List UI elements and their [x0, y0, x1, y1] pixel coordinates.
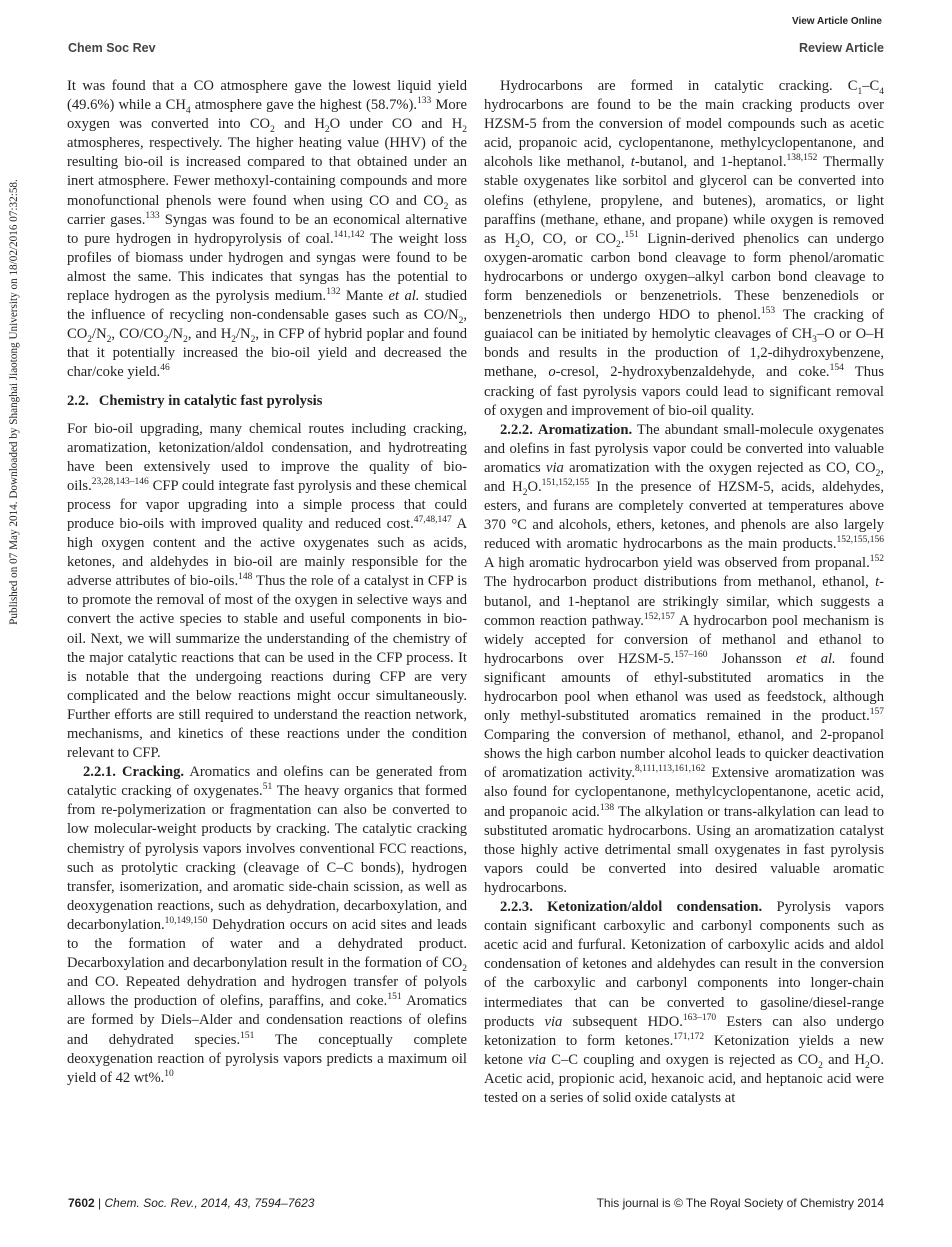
footer-citation: [68, 1196, 314, 1210]
view-article-online-link[interactable]: View Article Online: [791, 16, 882, 27]
subsection-title: Ketonization/aldol condensation.: [547, 899, 763, 916]
footer-copyright: This journal is © The Royal Society of Chemistry 2014: [596, 1196, 884, 1210]
subsection-title: Aromatization.: [537, 421, 633, 438]
page-number: 7602: [68, 1196, 95, 1210]
section-heading: [67, 392, 467, 411]
subsection-number: 2.2.2.: [500, 421, 533, 438]
paragraph: It was found that a CO atmosphere gave the lowest liquid yield (49.6%) while a $CH_4$ atmosphere gave the highest (58.7%).$^{133}$ More oxygen was converted into $CO_2$ and $H_2O$ under CO and $H_2$ atmospheres, respectively. The higher heating value (HHV) of the resulting bio-oil is increased compared to that obtained under an inert atmosphere. Fewer methoxyl-containing compounds and more monofunctional phenols were found when using CO and $CO_2$ as carrier gases.$^{133}$ Syngas was found to be an economical alternative to pure hydrogen in hydropyrolysis of coal.$^{141,142}$ The weight loss profiles of biomass under hydrogen and syngas were found to be almost the same. This indicates that syngas has the potential to replace hydrogen as the pyrolysis medium.$^{132}$ Mante et al. studied the influence of recycling non-condensable gases such as $CO/N_2$, $CO_2/N_2$, $CO/CO_2/N_2$, and $H_2/N_2$, in CFP of hybrid poplar and found that it potentially increased the bio-oil yield and decreased the char/coke yield.$^{46}$: [67, 78, 468, 381]
right-column: [484, 77, 884, 1108]
subsection-number: 2.2.3.: [500, 899, 533, 916]
article-type: Review Article: [799, 41, 884, 55]
left-column: [67, 77, 467, 1088]
paragraph: 2.2.3. Ketonization/aldol condensation. Pyrolysis vapors contain significant carboxylic and carbonyl components such as acetic acid and furfural. Ketonization of carboxylic acids and aldol condensation of ketones and aldehydes can result in the conversion of the carboxylic and carbonyl components into longer-chain intermediates that can be converted to gasoline/diesel-range products via subsequent HDO.$^{163-170}$ Esters can also undergo ketonization to form ketones.$^{171,172}$ Ketonization yields a new ketone via C–C coupling and oxygen is rejected as $CO_2$ and $H_2O$. Acetic acid, propionic acid, hexanoic acid, and heptanoic acid were tested on a series of solid oxide catalysts at: [484, 899, 884, 1106]
publication-watermark: [4, 82, 24, 722]
paragraph: 2.2.2. Aromatization. The abundant small-molecule oxygenates and olefins in fast pyrolysis vapor could be converted into valuable aromatics via aromatization with the oxygen rejected as CO, $CO_2$, and $H_2O.^{151,152,155}$ In the presence of HZSM-5, acids, aldehydes, esters, and furans are completely converted at temperatures above 370 °C and alcohols, ethers, ketones, and phenols are also largely reduced with aromatic hydrocarbons as the main products.$^{152,155,156}$ A high aromatic hydrocarbon yield was observed from propanal.$^{152}$ The hydrocarbon product distributions from methanol, ethanol, t-butanol, and 1-heptanol are strikingly similar, which suggests a common reaction pathway.$^{152,157}$ A hydrocarbon pool mechanism is widely accepted for conversion of methanol and ethanol to hydrocarbons over HZSM-5.$^{157-160}$ Johansson et al. found significant amounts of ethyl-substituted aromatics in the hydrocarbon pool when ethanol was used as feedstock, although only methyl-substituted aromatics remained in the product.$^{157}$ Comparing the conversion of methanol, ethanol, and 2-propanol shows the high carbon number alcohol leads to quicker deactivation of aromatization activity.$^{8,111,113,161,162}$ Extensive aromatization was also found for cyclopentanone, methylcyclopentanone, acetic acid, and propanoic acid.$^{138}$ The alkylation or trans-alkylation can lead to substituted aromatic hydrocarbons. Using an aromatization catalyst those highly active detrimental small oxygenates in fast pyrolysis vapors could be converted into desired valuable aromatic hydrocarbons.: [484, 421, 885, 896]
section-title: Chemistry in catalytic fast pyrolysis: [98, 392, 323, 409]
footer-separator: |: [98, 1196, 102, 1210]
publication-watermark-text: Published on 07 May 2014. Downloaded by Shanghai Jiaotong University on 18/02/2016 07:32:58.: [8, 179, 20, 625]
journal-citation: Chem. Soc. Rev., 2014, 43, 7594–7623: [104, 1196, 315, 1210]
paragraph: For bio-oil upgrading, many chemical routes including cracking, aromatization, ketonization/aldol condensation, and hydrotreating have been extensively used to improve the quality of bio-oils.$^{23,28,143-146}$ CFP could integrate fast pyrolysis and these chemical process for vapor upgrading into a simple process that could produce bio-oils with improved quality and reduced cost.$^{47,48,147}$ A high oxygen content and the active oxygenates such as acids, ketones, and aldehydes in bio-oil are mainly responsible for the adverse attributes of bio-oils.$^{148}$ Thus the role of a catalyst in CFP is to promote the removal of most of the oxygen in selective ways and convert the active species to stable and useful components in bio-oil. Next, we will summarize the understanding of the chemistry of the major catalytic reactions that can be used in the CFP process. It is notable that the undergoing reactions during CFP are very complicated and the below reactions might occur simultaneously. Further efforts are still required to understand the reaction network, mechanisms, and kinetics of these reactions under the condition relevant to CFP.: [67, 420, 468, 762]
paragraph: Hydrocarbons are formed in catalytic cracking. $C_1-C_4$ hydrocarbons are found to be the main cracking products over HZSM-5 from the conversion of model compounds such as acetic acid, propanoic acid, cyclopentanone, methylcyclopentanone, and alcohols like methanol, t-butanol, and 1-heptanol.$^{138,152}$ Thermally stable oxygenates like sorbitol and glycerol can be converted into olefins (ethylene, propylene, and butenes), aromatics, or light paraffins (methane, ethane, and propane) while oxygen is removed as $H_2O$, CO, or $CO_2.^{151}$ Lignin-derived phenolics can undergo oxygen-aromatic carbon bond cleavage to form phenol/aromatic hydrocarbons or undergo oxygen–alkyl carbon bond cleavage to form benzenediols or benzenetriols. These benzenediols or benzenetriols then undergo HDO to phenol.$^{153}$ The cracking of guaiacol can be initiated by hemolytic cleavages of $CH_3-O$ or O–H bonds and results in the production of 1,2-dihydroxybenzene, methane, o-cresol, 2-hydroxybenzaldehyde, and coke.$^{154}$ Thus cracking of fast pyrolysis vapors could lead to significant removal of oxygen and improvement of bio-oil quality.: [484, 78, 884, 419]
subsection-number: 2.2.1.: [83, 764, 116, 781]
section-number: 2.2.: [67, 392, 89, 409]
paragraph: 2.2.1. Cracking. Aromatics and olefins can be generated from catalytic cracking of oxygenates.$^{51}$ The heavy organics that formed from re-polymerization or fragmentation can also be converted to low molecular-weight products by cracking. The catalytic cracking chemistry of pyrolysis vapors involves conventional FCC reactions, such as protolytic cracking (cleavage of C–C bonds), hydrogen transfer, isomerization, and aromatic side-chain scission, as well as deoxygenation reactions, such as dehydration, decarboxylation, and decarbonylation.$^{10,149,150}$ Dehydration occurs on acid sites and leads to the formation of water and a dehydrated product. Decarboxylation and decarbonylation result in the formation of $CO_2$ and CO. Repeated dehydration and hydrogen transfer of polyols allows the production of olefins, paraffins, and coke.$^{151}$ Aromatics are formed by Diels–Alder and condensation reactions of olefins and dehydrated species.$^{151}$ The conceptually complete deoxygenation reaction of pyrolysis vapors predicts a maximum oil yield of 42 wt%.$^{10}$: [67, 764, 467, 1086]
journal-short-name: Chem Soc Rev: [68, 41, 156, 55]
subsection-title: Cracking.: [122, 764, 185, 781]
